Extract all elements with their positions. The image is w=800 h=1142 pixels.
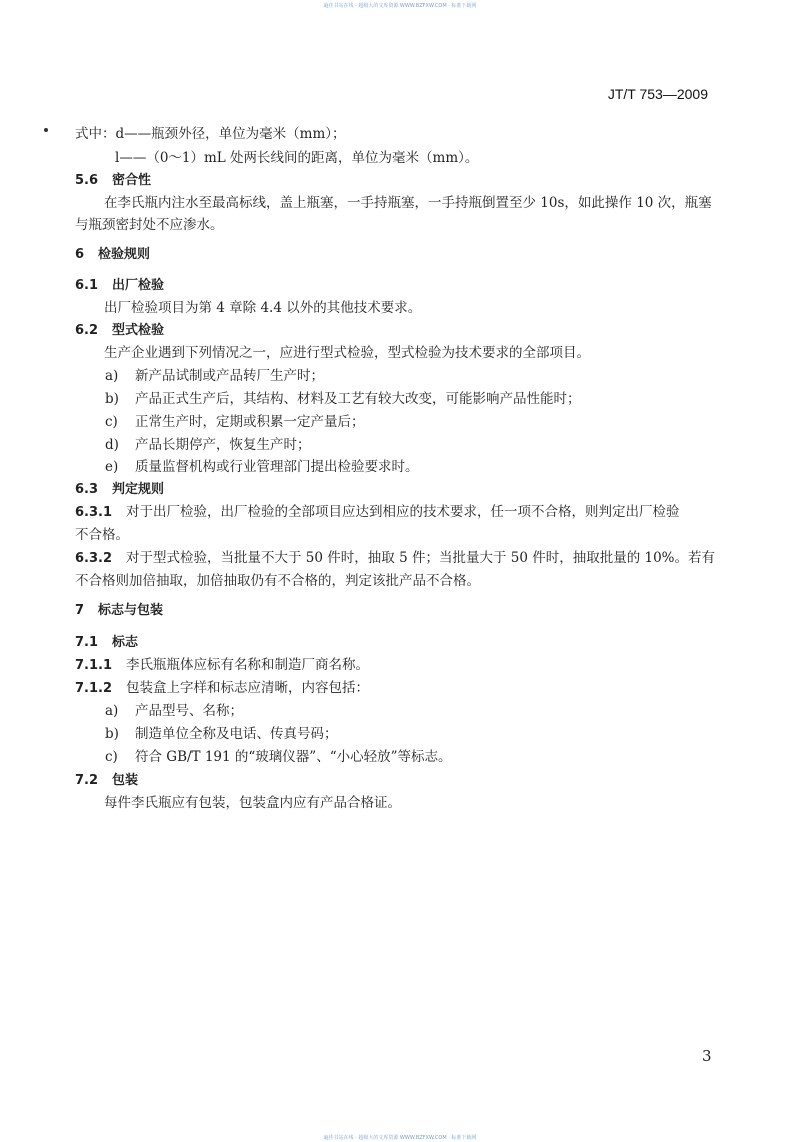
paragraph: 出厂检验项目为第 4 章除 4.4 以外的其他技术要求。 — [104, 300, 422, 316]
list-text: 产品型号、名称； — [135, 703, 243, 719]
section-number: 6.2 — [75, 323, 99, 338]
watermark-top: 遍佳书站在线 · 超级大的文库资源 WWW.BZFXW.COM · 标准下载网 — [323, 3, 477, 9]
list-text: 产品长期停产，恢复生产时； — [135, 437, 311, 453]
clause — [75, 655, 369, 676]
section-heading — [75, 170, 151, 191]
section-number: 6.1 — [75, 278, 99, 293]
paragraph: 每件李氏瓶应有包装，包装盒内应有产品合格证。 — [104, 795, 401, 811]
page-number: 3 — [702, 1047, 712, 1065]
chapter-number: 7 — [75, 603, 85, 618]
section-title: 出厂检验 — [112, 278, 165, 293]
list-label: c) — [105, 749, 118, 765]
list-item — [105, 724, 338, 744]
section-title: 判定规则 — [112, 482, 165, 497]
list-item — [105, 701, 243, 721]
section-title: 标志 — [112, 635, 139, 650]
section-heading — [75, 770, 138, 791]
list-text: 制造单位全称及电话、传真号码； — [135, 726, 338, 742]
paragraph: 不合格则加倍抽取，加倍抽取仍有不合格的，判定该批产品不合格。 — [75, 573, 480, 589]
clause-number: 6.3.1 — [75, 505, 113, 520]
paragraph: 不合格。 — [75, 527, 129, 543]
list-text: 正常生产时，定期或积累一定产量后； — [135, 414, 365, 430]
clause-number: 6.3.2 — [75, 551, 113, 566]
clause-number: 7.1.1 — [75, 658, 113, 673]
chapter-number: 6 — [75, 247, 85, 262]
list-label: a) — [105, 703, 119, 719]
margin-mark — [44, 128, 48, 132]
clause — [75, 678, 369, 699]
section-title: 包装 — [112, 773, 139, 788]
list-label: e) — [105, 459, 119, 475]
section-heading — [75, 275, 164, 296]
chapter-heading — [75, 600, 163, 621]
formula-variable-d: 式中：d——瓶颈外径，单位为毫米（mm）； — [75, 126, 346, 142]
list-item — [105, 435, 311, 455]
list-text: 新产品试制或产品转厂生产时； — [135, 368, 324, 384]
section-heading — [75, 320, 164, 341]
list-text: 质量监督机构或行业管理部门提出检验要求时。 — [135, 459, 419, 475]
section-title: 密合性 — [112, 173, 152, 188]
list-label: d) — [105, 437, 119, 453]
clause-text: 对于出厂检验，出厂检验的全部项目应达到相应的技术要求，任一项不合格，则判定出厂检验 — [126, 504, 680, 520]
list-label: b) — [105, 391, 119, 407]
chapter-title: 标志与包装 — [98, 603, 164, 618]
list-text: 产品正式生产后，其结构、材料及工艺有较大改变，可能影响产品性能时； — [135, 391, 581, 407]
clause-text: 包装盒上字样和标志应清晰，内容包括： — [126, 680, 370, 696]
paragraph: 生产企业遇到下列情况之一，应进行型式检验，型式检验为技术要求的全部项目。 — [104, 345, 590, 361]
standard-code: JT/T 753—2009 — [607, 86, 708, 102]
list-item — [105, 389, 581, 409]
list-label: c) — [105, 414, 118, 430]
chapter-heading — [75, 244, 150, 265]
clause — [75, 548, 715, 569]
paragraph: 在李氏瓶内注水至最高标线，盖上瓶塞，一手持瓶塞，一手持瓶倒置至少 10s，如此操作 10 次，瓶塞 — [104, 195, 712, 211]
list-label: a) — [105, 368, 119, 384]
section-number: 7.1 — [75, 635, 99, 650]
list-item — [105, 412, 365, 432]
clause-text: 李氏瓶瓶体应标有名称和制造厂商名称。 — [126, 657, 370, 673]
chapter-title: 检验规则 — [98, 247, 151, 262]
section-title: 型式检验 — [112, 323, 165, 338]
list-text: 符合 GB/T 191 的“玻璃仪器”、“小心轻放”等标志。 — [135, 749, 452, 765]
watermark-bottom: 遍佳书站在线 · 超级大的文库资源 WWW.BZFXW.COM · 标准下载网 — [323, 1135, 477, 1141]
section-number: 7.2 — [75, 773, 99, 788]
section-heading — [75, 479, 164, 500]
section-number: 6.3 — [75, 482, 99, 497]
section-number: 5.6 — [75, 173, 99, 188]
list-item — [105, 747, 452, 767]
clause — [75, 502, 680, 523]
clause-text: 对于型式检验，当批量不大于 50 件时，抽取 5 件；当批量大于 50 件时，抽取批量的 10%。若有 — [126, 550, 716, 566]
section-heading — [75, 632, 138, 653]
clause-number: 7.1.2 — [75, 681, 113, 696]
paragraph: 与瓶颈密封处不应渗水。 — [75, 217, 224, 233]
formula-variable-l: l——（0～1）mL 处两长线间的距离，单位为毫米（mm）。 — [115, 150, 479, 166]
list-label: b) — [105, 726, 119, 742]
list-item — [105, 457, 419, 477]
list-item — [105, 366, 324, 386]
